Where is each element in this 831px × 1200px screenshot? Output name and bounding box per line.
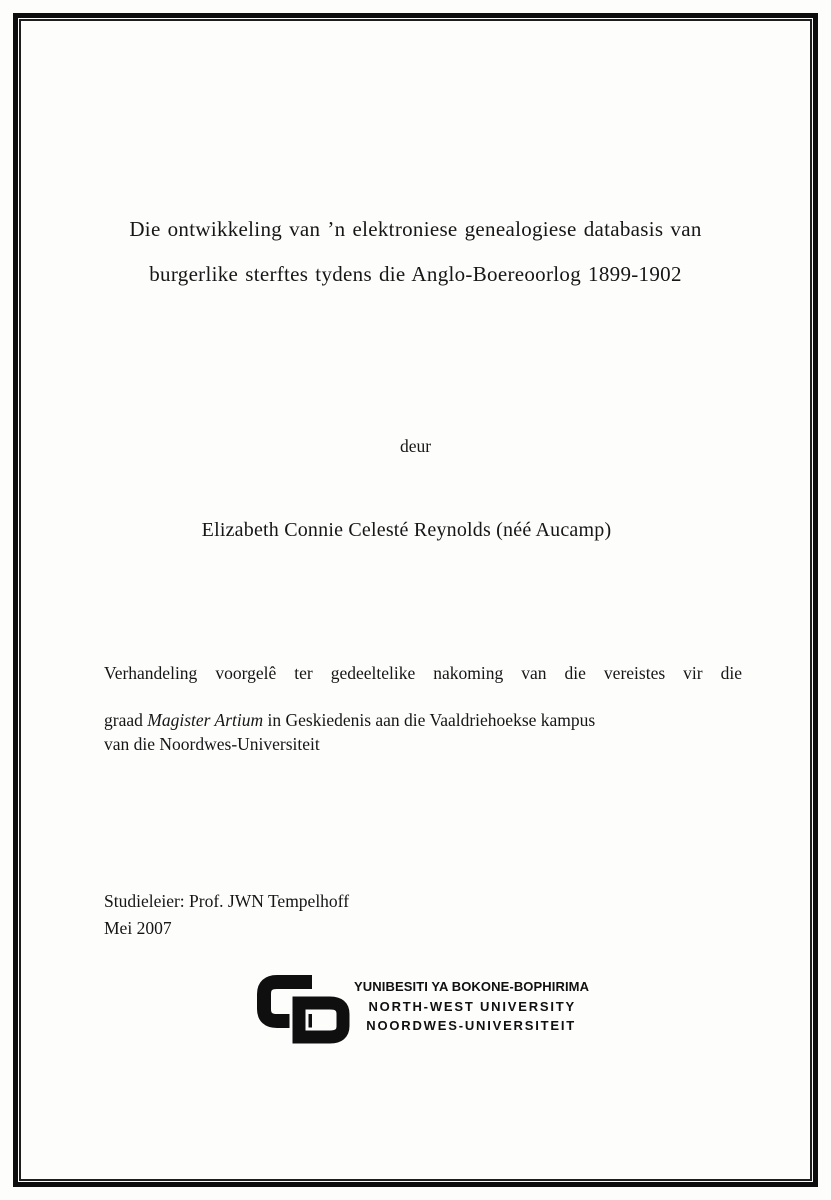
submission-line-1: Verhandeling voorgelê ter gedeeltelike nakoming van die vereistes vir die (104, 663, 742, 683)
byline-label: deur (399, 436, 432, 456)
thesis-title-line-2: burgerlike sterftes tydens die Anglo-Boereoorlog 1899-1902 (149, 262, 682, 286)
degree-name: Magister Artium (147, 710, 264, 730)
date-line: Mei 2007 (104, 918, 172, 938)
logo-line-english: NORTH-WEST UNIVERSITY (368, 998, 576, 1014)
logo-line-afrikaans: NOORDWES-UNIVERSITEIT (366, 1018, 576, 1033)
thesis-title-line-1: Die ontwikkeling van ’n elektroniese genealogiese databasis van (129, 217, 702, 241)
author-name: Elizabeth Connie Celesté Reynolds (néé Aucamp) (201, 519, 612, 541)
university-logo (256, 973, 590, 1048)
submission-line-2 (104, 709, 742, 733)
nwu-chain-links-icon (256, 973, 351, 1048)
logo-line-setswana: YUNIBESITI YA BOKONE-BOPHIRIMA (354, 979, 590, 994)
submission-line-2-prefix: graad (104, 710, 148, 730)
thesis-title (60, 207, 771, 297)
supervisor-line: Studieleier: Prof. JWN Tempelhoff (104, 891, 350, 911)
university-logo-text (354, 977, 590, 1036)
submission-statement (104, 662, 742, 756)
submission-line-2-suffix: in Geskiedenis aan die Vaaldriehoekse kampus (263, 710, 596, 730)
submission-line-3: van die Noordwes-Universiteit (104, 733, 320, 754)
supervisor-block (104, 888, 349, 942)
